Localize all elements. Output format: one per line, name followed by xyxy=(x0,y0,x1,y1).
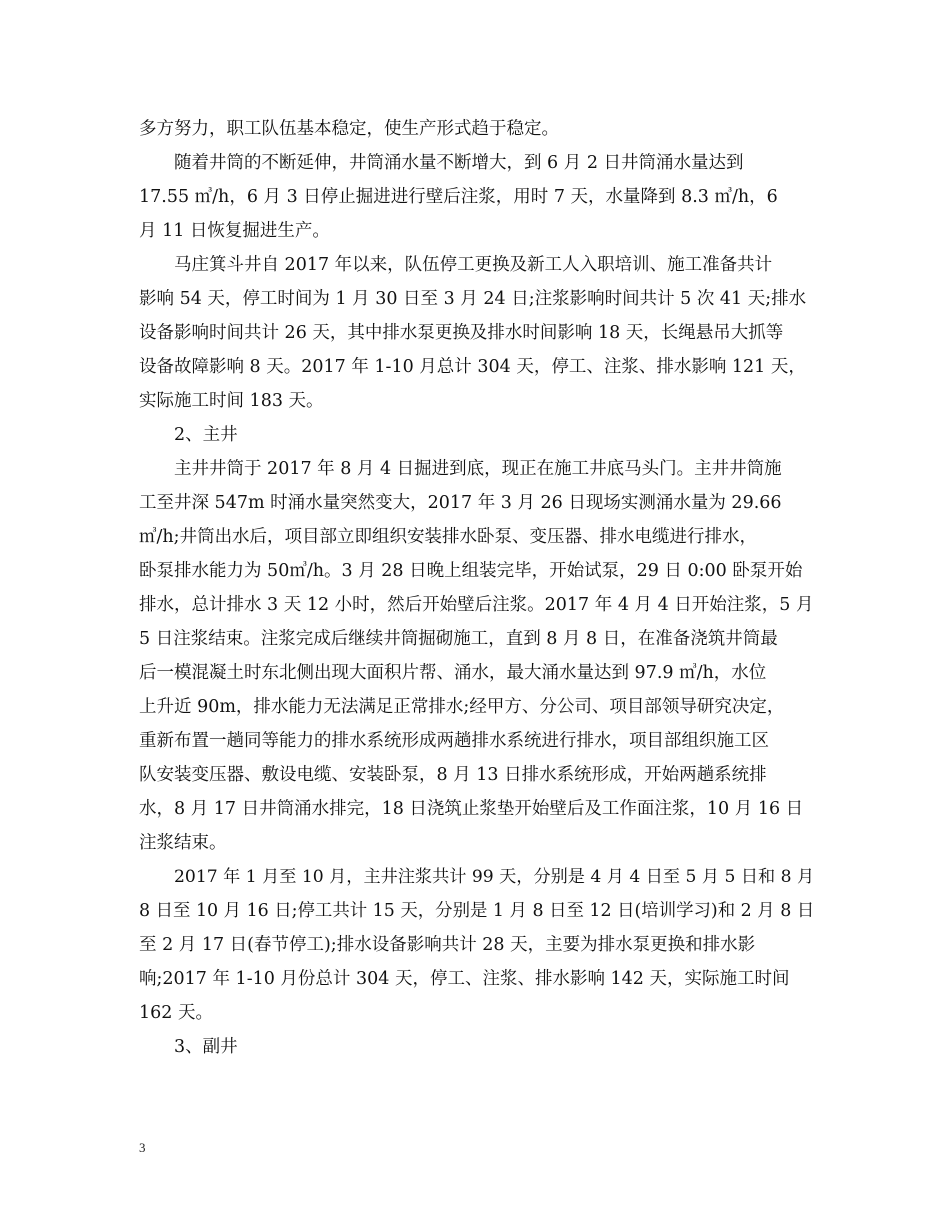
text-line: 至 2 月 17 日(春节停工);排水设备影响共计 28 天，主要为排水泵更换和排水影 xyxy=(139,935,756,955)
text-line: 排水，总计排水 3 天 12 小时，然后开始壁后注浆。2017 年 4 月 4 日开始注浆，5 月 xyxy=(139,595,814,615)
text-line: 卧泵排水能力为 50㎥/h。3 月 28 日晚上组装完毕，开始试泵，29 日 0:00 卧泵开始 xyxy=(139,561,803,581)
text-line: 影响 54 天，停工时间为 1 月 30 日至 3 月 24 日;注浆影响时间共计 5 次 41 天;排水 xyxy=(139,289,807,309)
text-line: 多方努力，职工队伍基本稳定，使生产形式趋于稳定。 xyxy=(139,119,559,139)
text-line: 主井井筒于 2017 年 8 月 4 日掘进到底，现正在施工井底马头门。主井井筒施 xyxy=(174,459,782,479)
text-line: 2017 年 1 月至 10 月，主井注浆共计 99 天，分别是 4 月 4 日至 5 月 5 日和 8 月 xyxy=(174,867,815,887)
text-line: 实际施工时间 183 天。 xyxy=(139,391,324,411)
text-line: 马庄箕斗井自 2017 年以来，队伍停工更换及新工人入职培训、施工准备共计 xyxy=(174,255,773,275)
text-line: 月 11 日恢复掘进生产。 xyxy=(139,221,330,241)
page-number: 3 xyxy=(139,1140,146,1155)
text-line: 水，8 月 17 日井筒涌水排完，18 日浇筑止浆垫开始壁后及工作面注浆，10 月 16 日 xyxy=(139,799,804,819)
text-line: 后一模混凝土时东北侧出现大面积片帮、涌水，最大涌水量达到 97.9 ㎥/h，水位 xyxy=(139,663,767,683)
text-line: 17.55 ㎥/h，6 月 3 日停止掘进进行壁后注浆，用时 7 天，水量降到 8.3 ㎥/h，6 xyxy=(139,187,778,207)
text-line: 上升近 90m，排水能力无法满足正常排水;经甲方、分公司、项目部领导研究决定， xyxy=(139,697,785,717)
text-line: 重新布置一趟同等能力的排水系统形成两趟排水系统进行排水，项目部组织施工区 xyxy=(139,731,769,751)
text-line: 队安装变压器、敷设电缆、安装卧泵，8 月 13 日排水系统形成，开始两趟系统排 xyxy=(139,765,767,785)
text-line: 随着井筒的不断延伸，井筒涌水量不断增大，到 6 月 2 日井筒涌水量达到 xyxy=(174,153,744,173)
text-line: 8 日至 10 月 16 日;停工共计 15 天，分别是 1 月 8 日至 12 日(培训学习)和 2 月 8 日 xyxy=(139,901,815,921)
text-line: 工至井深 547m 时涌水量突然变大，2017 年 3 月 26 日现场实测涌水量为 29.66 xyxy=(139,493,782,513)
text-line: 设备影响时间共计 26 天，其中排水泵更换及排水时间影响 18 天，长绳悬吊大抓等 xyxy=(139,323,784,343)
text-line: 3、副井 xyxy=(174,1037,238,1057)
document-body xyxy=(139,112,815,1064)
text-line: 2、主井 xyxy=(174,425,238,445)
text-line: 5 日注浆结束。注浆完成后继续井筒掘砌施工，直到 8 月 8 日，在准备浇筑井筒最 xyxy=(139,629,778,649)
text-line: ㎥/h;井筒出水后，项目部立即组织安装排水卧泵、变压器、排水电缆进行排水， xyxy=(139,527,758,547)
text-line: 162 天。 xyxy=(139,1003,213,1023)
text-line: 注浆结束。 xyxy=(139,833,227,853)
text-line: 设备故障影响 8 天。2017 年 1-10 月总计 304 天，停工、注浆、排水影响 121 天， xyxy=(139,357,806,377)
text-line: 响;2017 年 1-10 月份总计 304 天，停工、注浆、排水影响 142 天，实际施工时间 xyxy=(139,969,790,989)
